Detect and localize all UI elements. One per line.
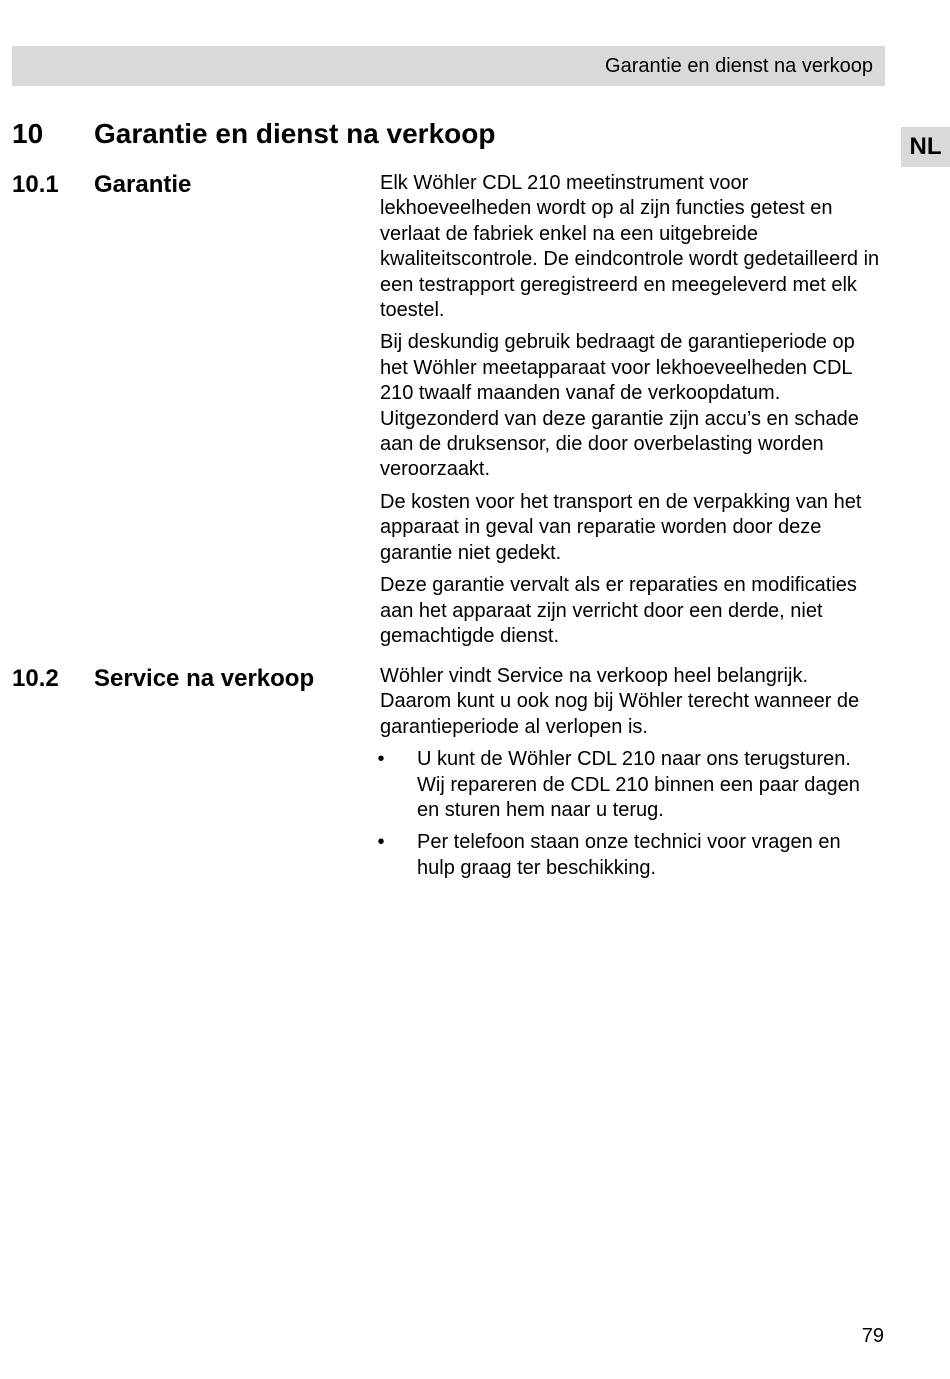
- list-item: [377, 830, 880, 881]
- chapter-number: 10: [12, 118, 44, 149]
- list-item-text: Per telefoon staan onze technici voor vragen en hulp graag ter beschikking.: [417, 831, 841, 879]
- running-header-title: Garantie en dienst na verkoop: [605, 54, 873, 77]
- list-item-text: U kunt de Wöhler CDL 210 naar ons terugsturen. Wij repareren de CDL 210 binnen een paar dagen en sturen hem naar u terug.: [417, 748, 860, 822]
- section-number: 10.1: [12, 171, 59, 198]
- page-number: 79: [861, 1325, 884, 1347]
- paragraph: Wöhler vindt Service na verkoop heel belangrijk. Daarom kunt u ook nog bij Wöhler terecht wanneer de garantieperiode al verlopen is.: [380, 665, 860, 738]
- bullet-icon: •: [377, 748, 385, 771]
- section-heading-service: [12, 665, 314, 693]
- running-header: [12, 46, 885, 86]
- section-number: 10.2: [12, 665, 59, 692]
- bullet-list: [377, 747, 880, 881]
- list-item: [377, 747, 880, 823]
- paragraph: Elk Wöhler CDL 210 meetinstrument voor lekhoeveelheden wordt op al zijn functies getest en verlaat de fabriek enkel na een uitgebreide kwaliteitscontrole. De eindcontrole wordt gedetailleerd in een testrapport geregistreerd en meegeleverd met elk toestel.: [380, 172, 880, 322]
- chapter-title: Garantie en dienst na verkoop: [94, 118, 496, 149]
- section-title: Service na verkoop: [94, 665, 315, 692]
- section-heading-garantie: [12, 171, 191, 199]
- chapter-heading: [12, 118, 495, 150]
- language-tab: NL: [901, 127, 950, 167]
- paragraph: Bij deskundig gebruik bedraagt de garantieperiode op het Wöhler meetapparaat voor lekhoeveelheden CDL 210 twaalf maanden vanaf de verkoopdatum. Uitgezonderd van deze garantie zijn accu’s en schade aan de druksensor, die door overbelasting worden veroorzaakt.: [380, 331, 859, 481]
- bullet-icon: •: [377, 831, 385, 854]
- paragraph: Deze garantie vervalt als er reparaties en modificaties aan het apparaat zijn verricht door een derde, niet gemachtigde dienst.: [380, 574, 857, 647]
- section-title: Garantie: [94, 171, 192, 198]
- paragraph: De kosten voor het transport en de verpakking van het apparaat in geval van reparatie worden door deze garantie niet gedekt.: [380, 490, 862, 564]
- section-body-service: [377, 664, 880, 888]
- section-body-garantie: [380, 171, 880, 656]
